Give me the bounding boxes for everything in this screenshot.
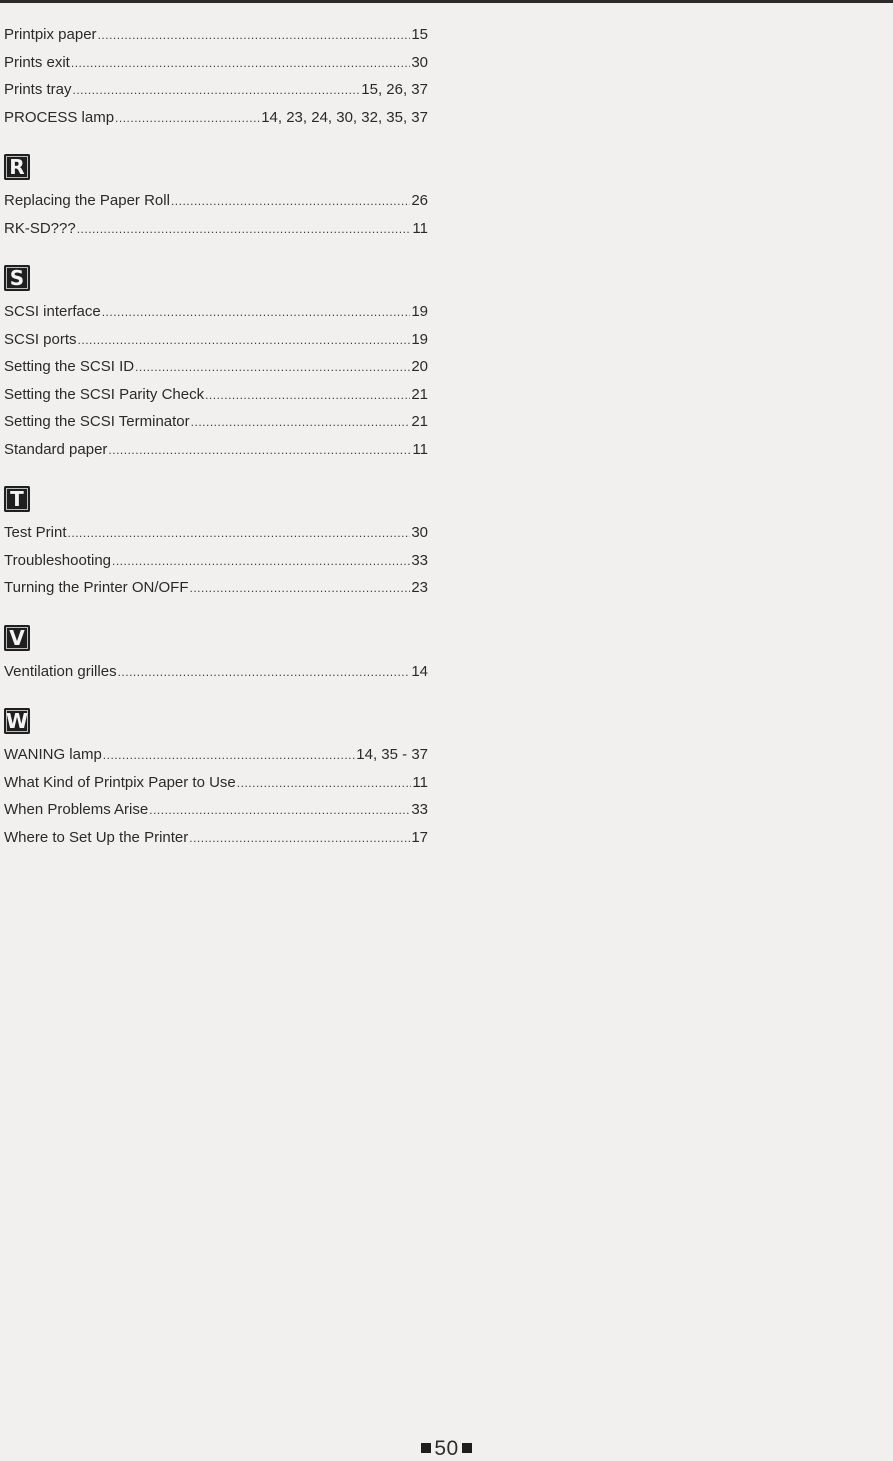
index-entry	[4, 303, 428, 331]
page-references: 19	[411, 303, 428, 320]
index-entry	[4, 54, 428, 82]
index-section-r	[4, 154, 428, 247]
dot-leader	[171, 194, 410, 208]
dot-leader	[102, 305, 411, 319]
dot-leader	[103, 748, 355, 762]
index-entry	[4, 552, 428, 580]
index-entry	[4, 331, 428, 359]
index-term: Ventilation grilles	[4, 662, 117, 680]
index-term: Setting the SCSI Parity Check	[4, 385, 205, 403]
index-term: PROCESS lamp	[4, 108, 115, 126]
top-rule	[0, 0, 893, 3]
index-entry	[4, 774, 428, 802]
dot-leader	[190, 581, 411, 595]
index-entry	[4, 524, 428, 552]
index-entry	[4, 109, 428, 137]
page-references: 30	[411, 53, 428, 71]
index-continued-entries	[4, 26, 428, 136]
index-entry	[4, 192, 428, 220]
dot-leader	[71, 56, 410, 70]
dot-leader	[73, 83, 361, 97]
index-entry	[4, 801, 428, 829]
index-entry	[4, 81, 428, 109]
index-entry	[4, 746, 428, 774]
index-entry	[4, 358, 428, 386]
page-references: 11	[412, 219, 428, 237]
index-term: Setting the SCSI Terminator	[4, 413, 190, 430]
index-term: Where to Set Up the Printer	[4, 828, 189, 846]
dot-leader	[77, 222, 412, 236]
page-references: 30	[411, 524, 428, 541]
index-entry	[4, 579, 428, 607]
page-references: 19	[411, 330, 428, 348]
index-term: RK-SD???	[4, 219, 76, 237]
index-term: Replacing the Paper Roll	[4, 192, 170, 209]
index-section-t	[4, 486, 428, 607]
dot-leader	[205, 388, 410, 402]
dot-leader	[112, 554, 410, 568]
section-letter-badge: R	[4, 154, 30, 180]
index-section-w	[4, 708, 428, 856]
section-letter-badge: S	[4, 265, 30, 291]
index-term: Prints tray	[4, 81, 72, 98]
index-term: When Problems Arise	[4, 801, 149, 818]
page-references: 15	[411, 26, 428, 43]
index-term: Test Print	[4, 524, 67, 541]
page-references: 26	[411, 192, 428, 209]
page-references: 15, 26, 37	[361, 81, 428, 98]
page-references: 33	[411, 801, 428, 818]
page-references: 21	[411, 385, 428, 403]
index-entry	[4, 829, 428, 857]
dot-leader	[189, 831, 410, 845]
index-entry	[4, 663, 428, 691]
page-references: 17	[411, 828, 428, 846]
index-entry	[4, 386, 428, 414]
dot-leader	[78, 333, 411, 347]
dot-leader	[191, 415, 411, 429]
index-section-v	[4, 625, 428, 691]
dot-leader	[118, 665, 411, 679]
page-references: 14	[411, 662, 428, 680]
dot-leader	[115, 111, 260, 125]
section-letter-badge: T	[4, 486, 30, 512]
page-references: 11	[412, 773, 428, 791]
index-term: Troubleshooting	[4, 551, 112, 569]
page-references: 14, 23, 24, 30, 32, 35, 37	[261, 108, 428, 126]
index-entry	[4, 413, 428, 441]
index-term: Setting the SCSI ID	[4, 358, 135, 375]
page-references: 11	[412, 440, 428, 458]
index-term: WANING lamp	[4, 746, 102, 763]
index-term: Printpix paper	[4, 26, 97, 43]
page-number-footer	[0, 1437, 893, 1461]
index-term: Standard paper	[4, 440, 108, 458]
page-references: 14, 35 - 37	[356, 746, 428, 763]
index-entry	[4, 26, 428, 54]
page-references: 21	[411, 413, 428, 430]
dot-leader	[149, 803, 410, 817]
index-column	[4, 26, 428, 856]
index-term: Prints exit	[4, 53, 70, 71]
index-section-s	[4, 265, 428, 468]
dot-leader	[108, 443, 411, 457]
square-bullet-left	[421, 1443, 431, 1453]
dot-leader	[237, 776, 412, 790]
page-references: 20	[411, 358, 428, 375]
index-term: What Kind of Printpix Paper to Use	[4, 773, 236, 791]
page-references: 23	[411, 579, 428, 596]
page-number: 50	[434, 1437, 459, 1460]
dot-leader	[135, 360, 410, 374]
section-letter-badge: V	[4, 625, 30, 651]
dot-leader	[68, 526, 411, 540]
page-references: 33	[411, 551, 428, 569]
index-term: Turning the Printer ON/OFF	[4, 579, 189, 596]
index-entry	[4, 441, 428, 469]
section-letter-badge: W	[5, 709, 29, 733]
dot-leader	[98, 28, 411, 42]
index-term: SCSI interface	[4, 303, 101, 320]
index-entry	[4, 220, 428, 248]
square-bullet-right	[462, 1443, 472, 1453]
index-term: SCSI ports	[4, 330, 77, 348]
